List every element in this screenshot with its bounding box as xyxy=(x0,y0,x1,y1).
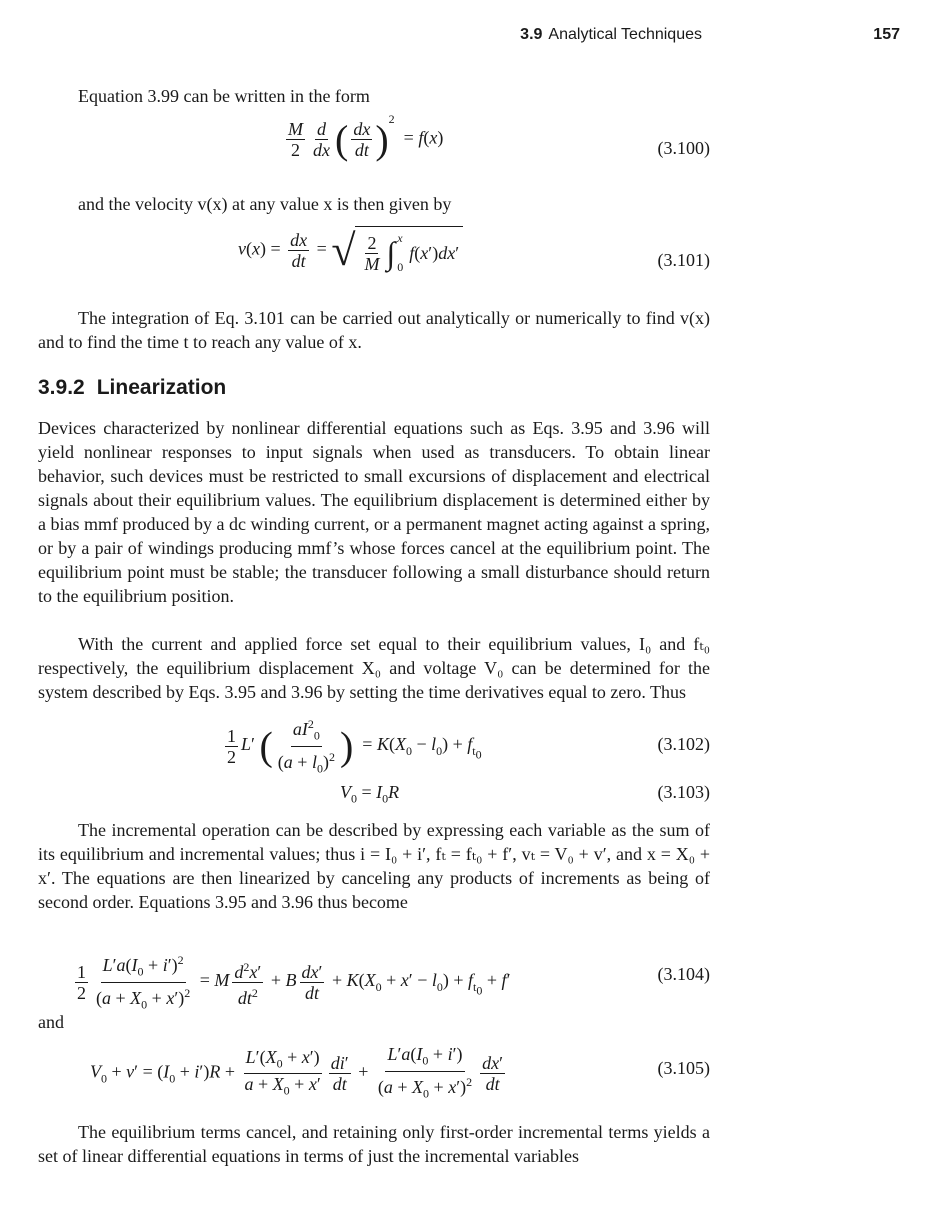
running-head-section-number: 3.9 xyxy=(520,26,543,43)
equation-3-103: $V_0 = I_0R$ xyxy=(340,782,400,806)
equation-number-3-104: (3.104) xyxy=(657,964,710,984)
equation-3-104: $\frac{1}{2}$ $\frac{L'a(I_0 + i')^2}{(a + X_0 + x')^2}$ = M $\frac{d^2x'}{dt^2}$ + B $\frac{dx'}{dt}$ + $K(X_0 + x' - l_0) + f_{t_0} + f'$ xyxy=(72,950,511,1014)
paragraph-5: With the current and applied force set equal to their equilibrium values, I₀ and fₜ₀ respectively, the equilibrium displacement X₀ and voltage V₀ can be determined for the system described by Eqs. 3.95 and 3.96 by setting the time derivatives equal to zero. Thus xyxy=(38,634,710,702)
paragraph-4: Devices characterized by nonlinear differential equations such as Eqs. 3.95 and 3.96 will yield nonlinear responses to input signals when used as transducers. To obtain linear behavior, such devices must be restricted to small excursions of displacement and electrical signals about their equilibrium values. The equilibrium displacement is determined either by a bias mmf produced by a dc winding current, or a permanent magnet acting against a spring, or by a pair of windings producing mmf’s whose forces cancel at the equilibrium point. The equilibrium point must be stable; the transducer following a small disturbance should return to the equilibrium position. xyxy=(38,418,710,606)
running-head-section-title: Analytical Techniques xyxy=(548,26,702,43)
equation-number-3-102: (3.102) xyxy=(657,734,710,754)
equation-3-101: v(x) = $\frac{dx}{dt}$ = √ $\frac{2}{M}$ ∫ x 0 f ( x ′) dx ′ xyxy=(238,226,463,275)
paragraph-1: Equation 3.99 can be written in the form xyxy=(78,86,370,106)
equation-3-105: $V_0 + v' = (I_0 + i')R$ + $\frac{L'(X_0 + x')}{a + X_0 + x'}$ $\frac{di'}{dt}$ + $\frac{L'a(I_0 + i')}{(a + X_0 + x')^2}$ $\frac{dx'}{dt}$ xyxy=(90,1044,504,1101)
running-head-section xyxy=(520,26,702,44)
equation-number-3-103: (3.103) xyxy=(657,782,710,802)
equation-3-102: $\frac{1}{2}$ L′ ( $\frac{aI^2_0}{(a + l_0)^2}$ ) = $K(X_0 - l_0) + f_{t_0}$ xyxy=(222,714,482,778)
page-number: 157 xyxy=(873,26,900,43)
equation-number-3-100: (3.100) xyxy=(657,138,710,158)
section-heading-number: 3.9.2 xyxy=(38,376,85,399)
paragraph-3: The integration of Eq. 3.101 can be carried out analytically or numerically to find v(x) and to find the time t to reach any value of x. xyxy=(38,308,710,352)
paragraph-8: The equilibrium terms cancel, and retaining only first-order incremental terms yields a set of linear differential equations in terms of just the incremental variables xyxy=(38,1122,710,1166)
paragraph-6: The incremental operation can be described by expressing each variable as the sum of its equilibrium and incremental values; thus i = I₀ + i′, fₜ = fₜ₀ + f′, vₜ = V₀ + v′, and x = X₀ + x′. The equations are then linearized by canceling any products of increments as being of second order. Equations 3.95 and 3.96 thus become xyxy=(38,820,710,912)
equation-number-3-101: (3.101) xyxy=(657,250,710,270)
section-heading-title: Linearization xyxy=(96,376,227,399)
paragraph-2: and the velocity v(x) at any value x is then given by xyxy=(78,194,452,214)
equation-3-100: $\frac{M}{2}$ $\frac{d}{dx}$ ( $\frac{dx}{dt}$ )$^2$ = f(x) xyxy=(288,111,444,162)
section-heading xyxy=(38,376,226,400)
paragraph-7: and xyxy=(38,1012,64,1032)
equation-number-3-105: (3.105) xyxy=(657,1058,710,1078)
